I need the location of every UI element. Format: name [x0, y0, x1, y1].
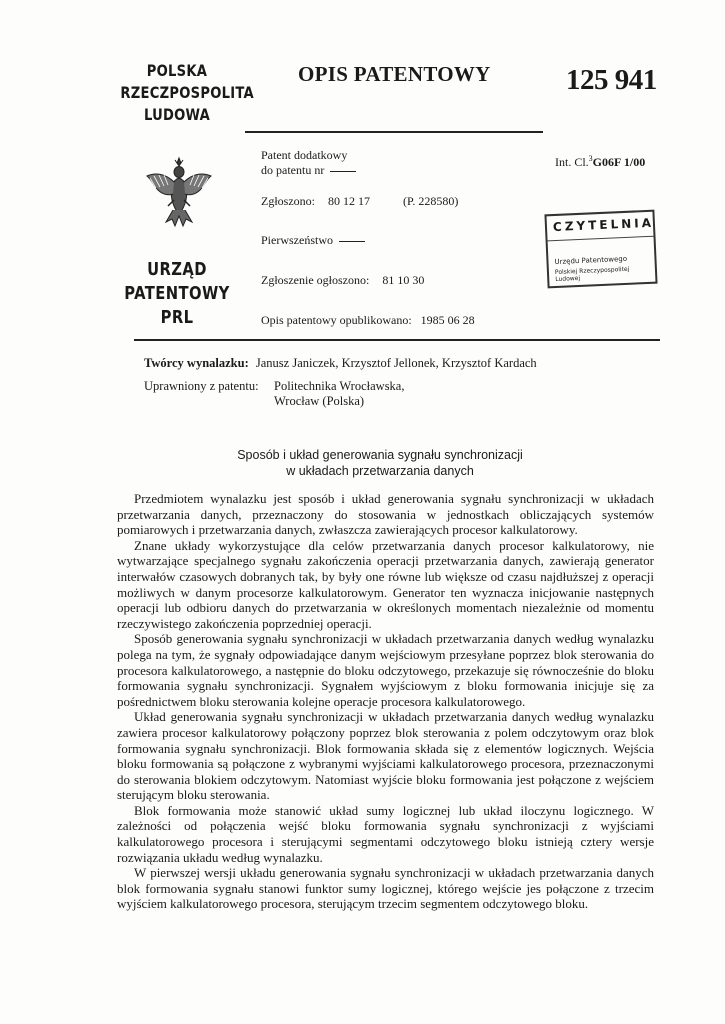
additional-patent-label: Patent dodatkowy — [261, 148, 348, 162]
header-rule — [245, 131, 543, 133]
paragraph: Sposób generowania sygnału synchronizacji w układach przetwarzania danych według wynalazku polega na tym, że sygnały odpowiadające danym wejściowym przesyłane poprzez blok sterowania do procesora kalkulatorowego, a następnie do bloku odczytowego, przekazuje się równocześnie do bloku formowania sygnału synchronizacji. Sygnałem wyjściowym z bloku formowania inicjuje się za pośrednictwem bloku sterowania kolejne operacje procesora kalkulatorowego. — [117, 631, 654, 709]
stamp-divider — [548, 236, 654, 242]
holder-label: Uprawniony z patentu: — [144, 379, 259, 393]
eagle-emblem-icon — [144, 156, 214, 228]
office-line-3: PRL — [160, 307, 194, 328]
published-line — [261, 313, 475, 328]
paragraph: Przedmiotem wynalazku jest sposób i układ generowania sygnału synchronizacji w układach przetwarzania danych, przeznaczony do stosowania w jednostkach obliczających systemów pomiarowych i przetwarzania danych, zwłaszcza zawierających procesor kalkulatorowy. — [117, 491, 654, 538]
application-number: (P. 228580) — [403, 194, 459, 208]
stamp-line-3: Polskiej Rzeczypospolitej Ludowej — [554, 265, 630, 284]
library-stamp — [544, 210, 657, 289]
paragraph: W pierwszej wersji układu generowania sygnału synchronizacji w układach przetwarzania danych blok formowania sygnału stanowi funktor sumy logicznej, którego wejście jes połączone z trzecim wyjściem kalkulatorowego procesora, sterującym trzecim segmentem odczytowego bloku. — [117, 865, 654, 912]
classification — [555, 151, 645, 170]
priority-line — [261, 233, 365, 248]
paragraph: Znane układy wykorzystujące dla celów przetwarzania danych procesor kalkulatorowy, nie wytwarzające specjalnego sygnału zakończenia operacji przetwarzania danych, zawierają generator interwałów czasowych dobranych tak, by były one równe lub większe od czasu najdłuższej z operacji możliwych w danym procesorze kalkulatorowym. Generator ten wyznacza inicjowanie następnych operacji lub odbioru danych do przetwarzania w określonych momentach niezależnie od momentu rzeczywistego zakończenia poprzedniej operacji. — [117, 537, 654, 631]
published-date: 1985 06 28 — [420, 313, 475, 327]
stamp-line-1: CZYTELNIA — [552, 215, 655, 235]
description-body — [117, 491, 654, 912]
classification-label: Int. Cl. — [555, 155, 589, 169]
country-line-3: LUDOWA — [143, 105, 211, 124]
section-rule — [134, 339, 660, 341]
to-patent-line — [261, 163, 356, 178]
invention-title-line-1: Sposób i układ generowania sygnału synchronizacji — [237, 448, 523, 462]
patent-number: 125 941 — [566, 64, 657, 96]
blank-dash — [330, 171, 356, 172]
holder-location: Wrocław (Polska) — [274, 394, 365, 408]
inventors-label: Twórcy wynalazku: — [144, 356, 249, 370]
paragraph: Blok formowania może stanowić układ sumy logicznej lub układ iloczynu logicznego. W zależności od połączenia wejść bloku formowania sygnału synchronizacji z wyjściami kalkulatorowego procesora i sterującymi segmentami odczytowego bloku istnieją cztery wersje rozwiązania układu według wynalazku. — [117, 802, 654, 865]
filed-date: 80 12 17 — [328, 194, 370, 208]
holder-block — [274, 379, 404, 409]
to-patent-label: do patentu nr — [261, 163, 325, 177]
published-label: Opis patentowy opublikowano: — [261, 313, 412, 327]
country-line-2: RZECZPOSPOLITA — [120, 83, 254, 102]
stamp-line-2: Urzędu Patentowego — [554, 254, 628, 267]
blank-dash — [339, 241, 365, 242]
country-line-1: POLSKA — [146, 61, 208, 80]
office-line-2: PATENTOWY — [124, 283, 230, 304]
additional-patent-block — [261, 148, 356, 178]
filed-label: Zgłoszono: — [261, 194, 315, 208]
announced-date: 81 10 30 — [382, 273, 425, 287]
classification-superscript: 3 — [588, 154, 593, 163]
inventors-line — [144, 356, 537, 371]
office-line-1: URZĄD — [147, 259, 207, 280]
announced-label: Zgłoszenie ogłoszono: — [261, 273, 370, 287]
filed-line — [261, 194, 458, 209]
holder-name: Politechnika Wrocławska, — [274, 379, 405, 393]
inventors-names: Janusz Janiczek, Krzysztof Jellonek, Krzysztof Kardach — [255, 356, 537, 370]
priority-label: Pierwszeństwo — [261, 233, 333, 247]
country-name — [120, 60, 254, 126]
classification-value: G06F 1/00 — [592, 155, 646, 169]
invention-title — [180, 447, 580, 479]
patent-office-name — [120, 258, 233, 330]
invention-title-line-2: w układach przetwarzania danych — [286, 464, 474, 478]
announced-line — [261, 273, 424, 288]
paragraph: Układ generowania sygnału synchronizacji w układach przetwarzania danych według wynalazku zawiera procesor kalkulatorowy połączony poprzez blok sterowania z polem odczytowym oraz blok formowania sygnału synchronizacji. Blok formowania składa się z elementów logicznych. Wejścia bloku formowania są połączone z wybranymi wyjściami kalkulatorowego procesora, przeznaczonymi do sterowania blokiem odczytowym. Natomiast wyjście bloku formowania jest połączone z wejściem sterującym bloku sterowania. — [117, 709, 654, 803]
document-title: OPIS PATENTOWY — [298, 62, 491, 86]
